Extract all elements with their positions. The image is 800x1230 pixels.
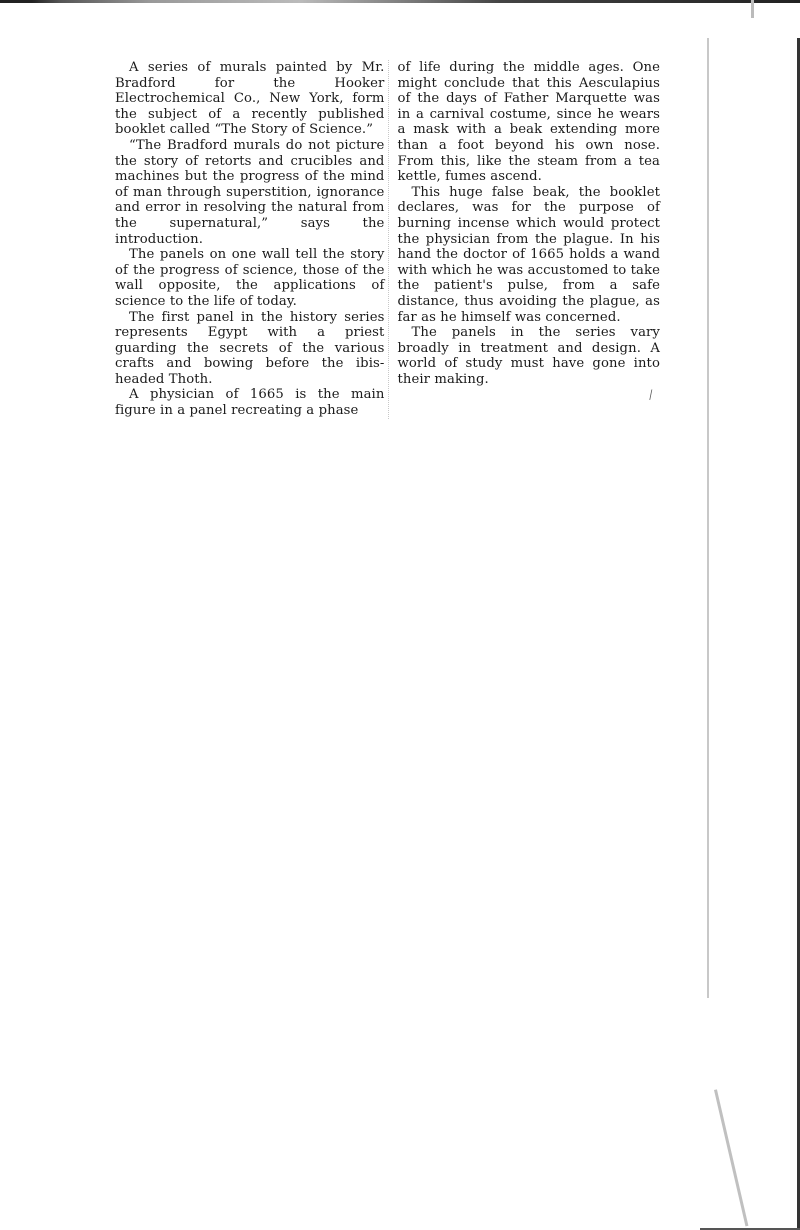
article-column-right (397, 60, 660, 419)
scan-fold-line (707, 38, 709, 998)
scan-diagonal-crease (714, 1089, 748, 1226)
paragraph-middle-ages: of life during the middle ages. One might conclude that this Aesculapius of the days of Father Marquette was in a carnival costume, since he wears a mask with a beak extending more than a foot beyond his own nose. From this, like the steam from a tea kettle, fumes ascend. (397, 60, 660, 185)
paragraph-first-panel: The first panel in the history series represents Egypt with a priest guarding the secrets of the various crafts and bowing before the ibis-headed Thoth. (115, 309, 385, 387)
paragraph-false-beak: This huge false beak, the booklet declares, was for the purpose of burning incense which would protect the physician from the plague. In his hand the doctor of 1665 holds a wand with which he was accustomed to take the patient's pulse, from a safe distance, thus avoiding the plague, as far as he himself was concerned. (397, 184, 660, 325)
paragraph-panels-vary: The panels in the series vary broadly in treatment and design. A world of study must have gone into their making. (397, 325, 660, 387)
paragraph-bradford-quote: “The Bradford murals do not picture the story of retorts and crucibles and machines but the progress of the mind of man through superstition, ignorance and error in resolving the natural from the supernatural,” says the introduction. (115, 137, 385, 247)
paragraph-physician-1665: A physician of 1665 is the main figure in a panel recreating a phase (115, 387, 385, 419)
end-mark-glyph: ⁄ (647, 388, 655, 402)
scan-artifact-top (751, 0, 754, 18)
article-column-left (115, 60, 389, 419)
newspaper-article (115, 60, 660, 419)
paragraph-murals-intro: A series of murals painted by Mr. Bradford for the Hooker Electrochemical Co., New York, form the subject of a recently published booklet called “The Story of Science.” (115, 60, 385, 138)
scan-top-edge (0, 0, 800, 3)
paragraph-panels-wall: The panels on one wall tell the story of the progress of science, those of the wall opposite, the applications of science to the life of today. (115, 247, 385, 309)
